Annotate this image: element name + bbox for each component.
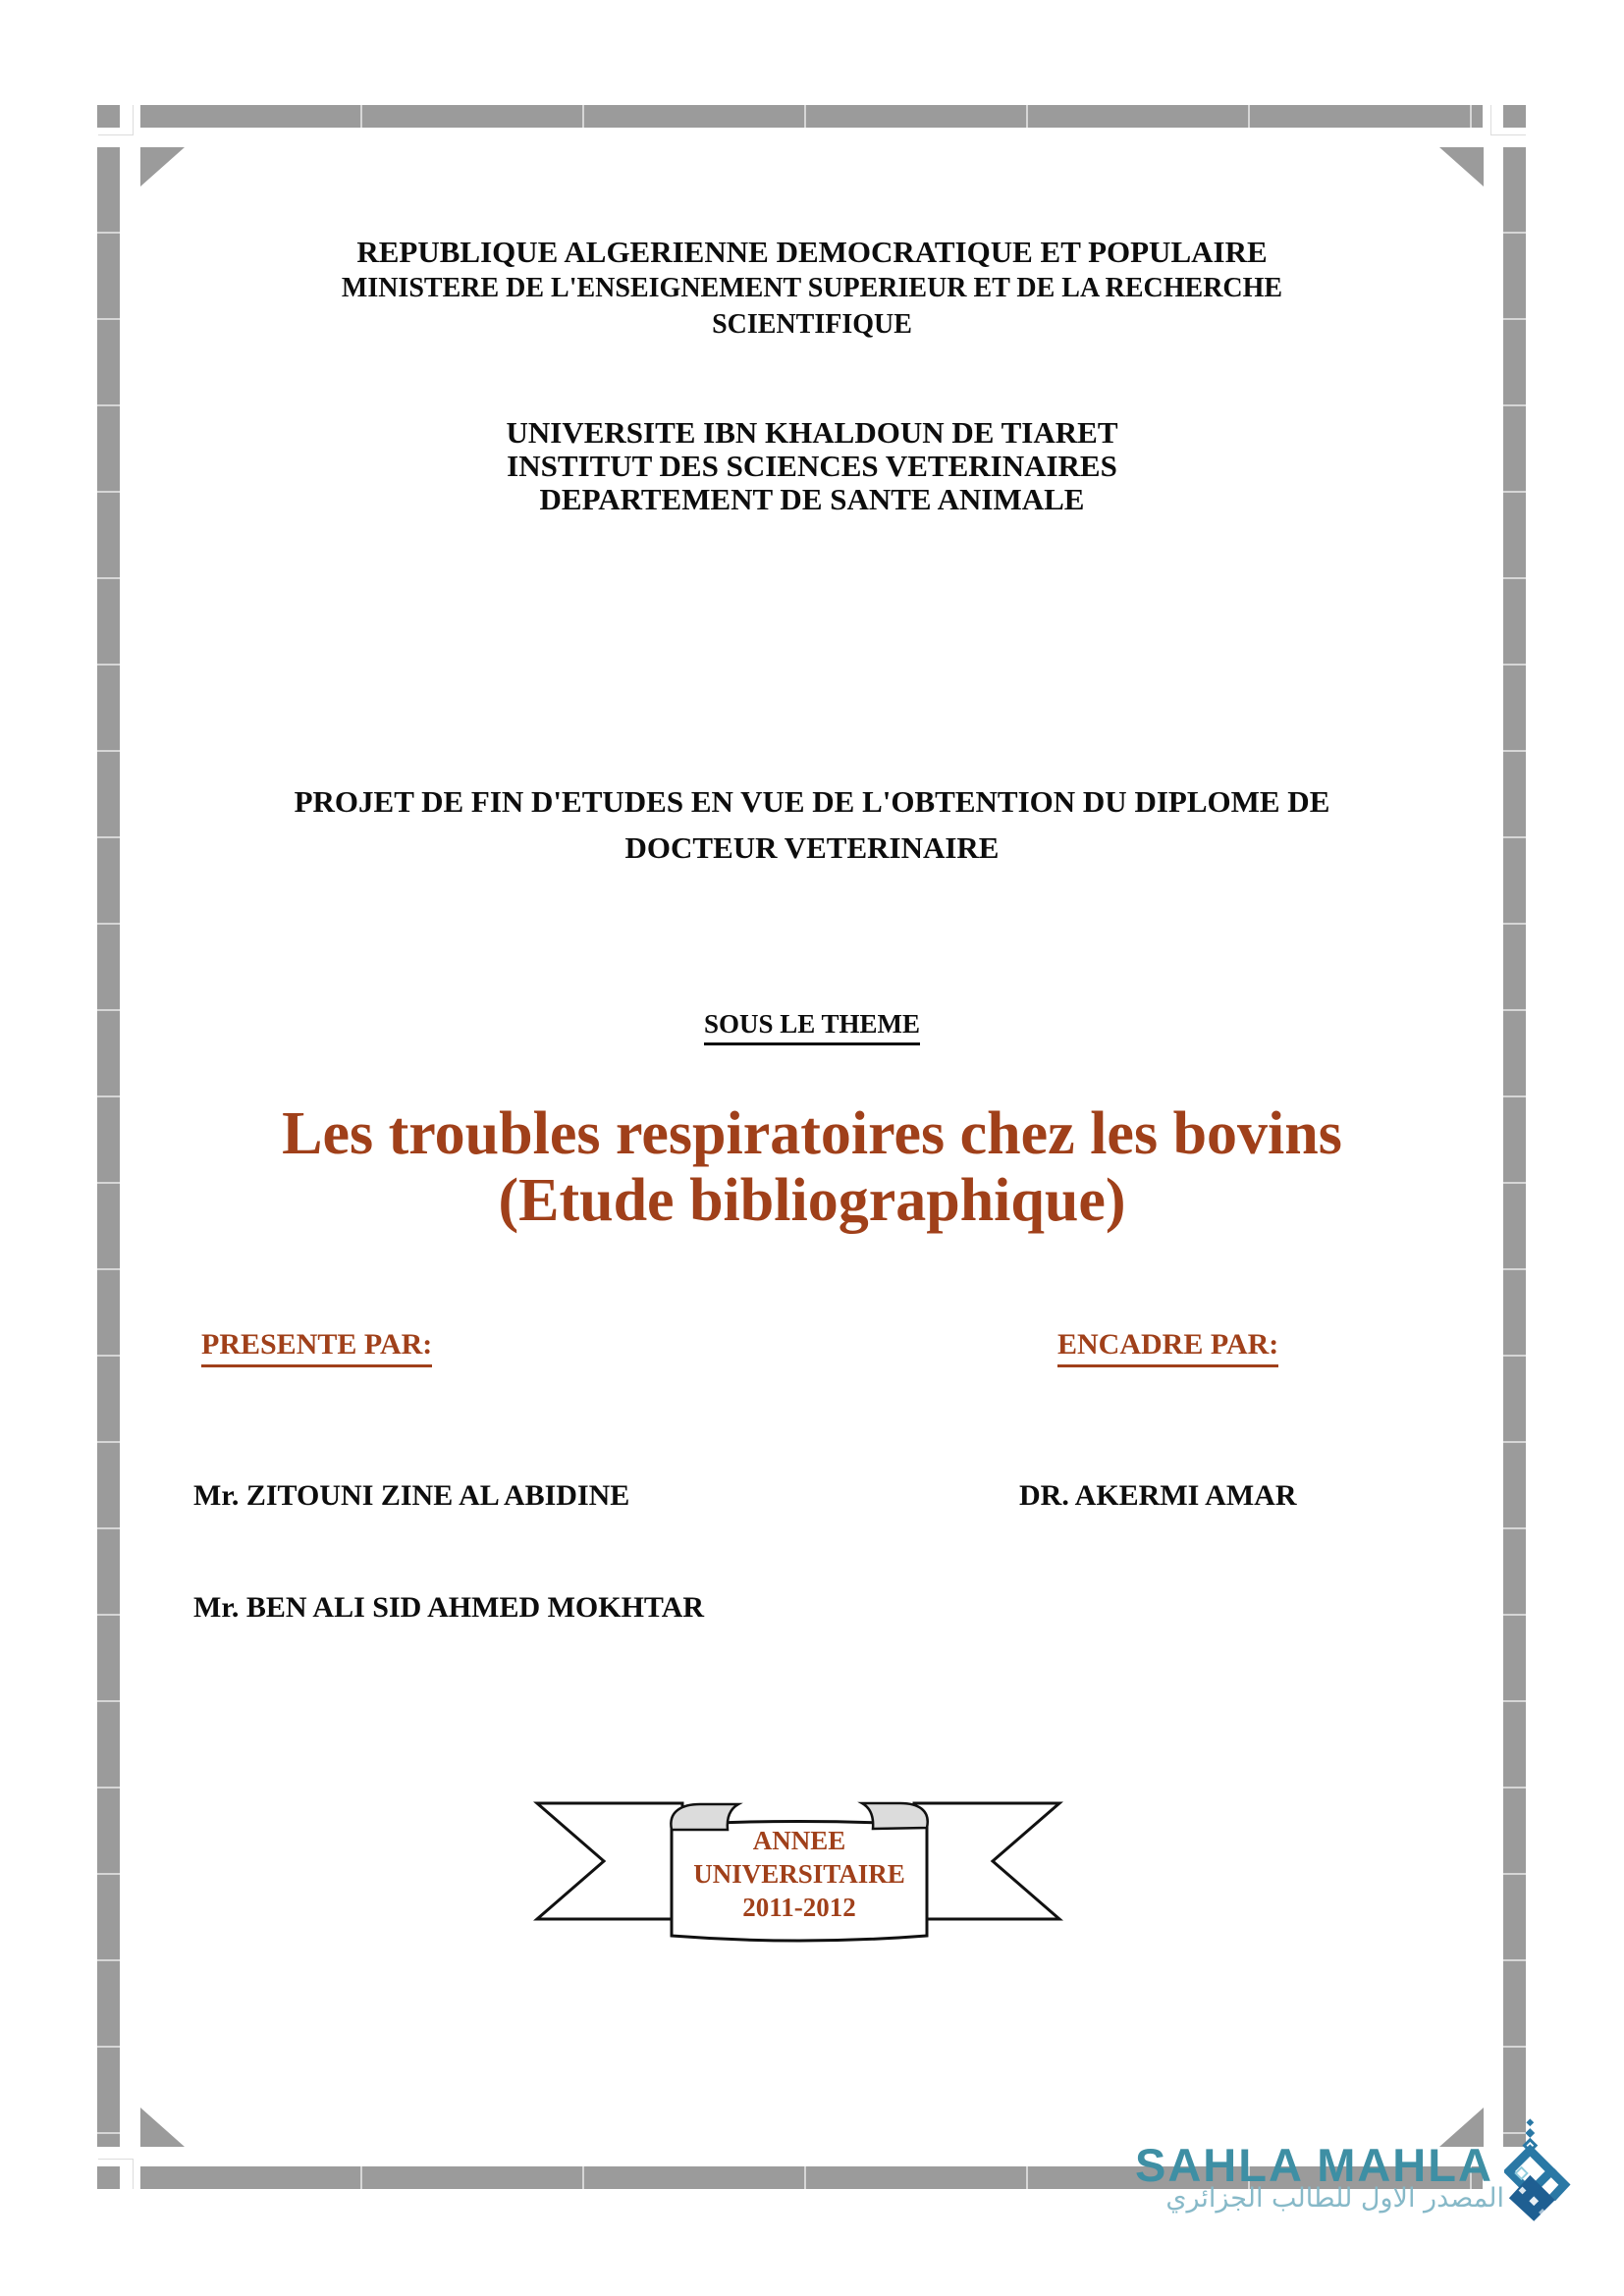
- frame-gap-line: [1490, 105, 1491, 135]
- frame-triangle-top-right: [1439, 147, 1484, 187]
- university-block: [0, 416, 1624, 516]
- year-banner-line3: 2011-2012: [742, 1893, 856, 1922]
- presenter-name-2: Mr. BEN ALI SID AHMED MOKHTAR: [193, 1591, 705, 1624]
- project-line1: PROJET DE FIN D'ETUDES EN VUE DE L'OBTENTION DU DIPLOME DE: [294, 784, 1330, 819]
- institute-line: INSTITUT DES SCIENCES VETERINAIRES: [507, 449, 1117, 483]
- department-line: DEPARTEMENT DE SANTE ANIMALE: [539, 482, 1085, 516]
- presenter-names: [193, 1403, 704, 1701]
- frame-triangle-top-left: [140, 147, 185, 187]
- presented-by-label: PRESENTE PAR:: [201, 1328, 432, 1367]
- year-banner-text: [652, 1824, 947, 1924]
- frame-corner-square-bottom-left: [97, 2166, 120, 2189]
- frame-bar-top: [140, 105, 1483, 128]
- watermark-brand: SAHLA MAHLA: [1135, 2139, 1493, 2191]
- ministry-line2: SCIENTIFIQUE: [712, 309, 912, 340]
- watermark-tagline: المصدر الاول للطالب الجزائري: [1165, 2183, 1504, 2214]
- republic-line: REPUBLIQUE ALGERIENNE DEMOCRATIQUE ET POPULAIRE: [356, 235, 1268, 269]
- frame-bar-left: [97, 147, 120, 2147]
- republic-header: [0, 234, 1624, 343]
- frame-gap-line: [98, 2159, 134, 2160]
- frame-triangle-bottom-left: [140, 2108, 185, 2147]
- supervisor-name-block: [1019, 1403, 1297, 1589]
- project-statement: [0, 778, 1624, 871]
- frame-gap-line: [133, 2159, 134, 2189]
- supervisor-name: DR. AKERMI AMAR: [1019, 1479, 1297, 1512]
- thesis-title-line1: Les troubles respiratoires chez les bovins: [282, 1100, 1342, 1167]
- project-line2: DOCTEUR VETERINAIRE: [624, 830, 1000, 865]
- frame-gap-line: [1490, 134, 1526, 135]
- sahla-mahla-logo-icon: [1504, 2116, 1581, 2226]
- thesis-title-line2: (Etude bibliographique): [498, 1167, 1126, 1234]
- year-banner-line2: UNIVERSITAIRE: [693, 1859, 905, 1889]
- ministry-line: MINISTERE DE L'ENSEIGNEMENT SUPERIEUR ET DE LA RECHERCHE: [341, 273, 1283, 303]
- presented-by-label-block: [201, 1328, 432, 1367]
- theme-label: SOUS LE THEME: [704, 1007, 920, 1045]
- frame-corner-square-top-left: [97, 105, 120, 128]
- frame-gap-line: [133, 105, 134, 135]
- university-line: UNIVERSITE IBN KHALDOUN DE TIARET: [506, 415, 1118, 450]
- supervised-by-label-block: [1057, 1328, 1278, 1367]
- theme-label-block: [0, 1007, 1624, 1045]
- frame-bar-right: [1503, 147, 1526, 2147]
- frame-corner-square-top-right: [1503, 105, 1526, 128]
- presenter-name-1: Mr. ZITOUNI ZINE AL ABIDINE: [193, 1479, 630, 1512]
- thesis-title: [0, 1100, 1624, 1234]
- supervised-by-label: ENCADRE PAR:: [1057, 1328, 1278, 1367]
- year-banner-line1: ANNEE: [752, 1826, 846, 1855]
- frame-gap-line: [98, 134, 134, 135]
